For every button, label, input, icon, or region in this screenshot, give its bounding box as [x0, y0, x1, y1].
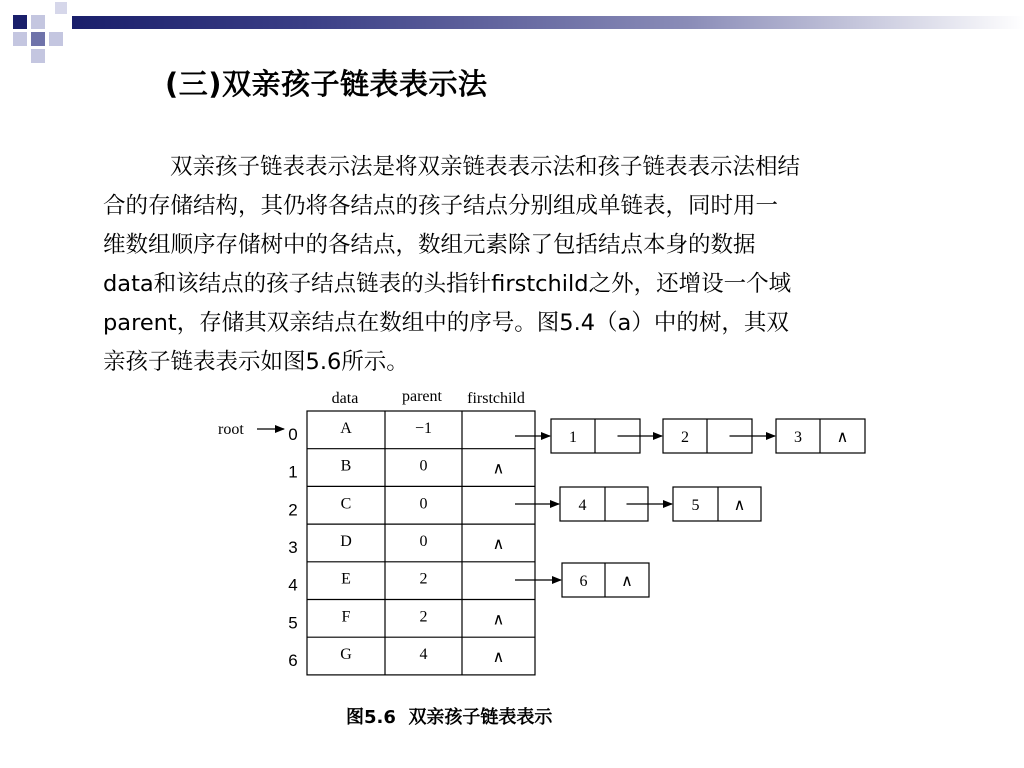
- null-pointer: ∧: [492, 611, 505, 629]
- row-index: 3: [288, 537, 298, 557]
- slide-title: (三)双亲孩子链表表示法: [165, 67, 488, 101]
- list-node-value: 2: [681, 429, 689, 446]
- child-list: [515, 487, 761, 521]
- null-pointer: ∧: [492, 535, 505, 553]
- header-parent: parent: [402, 388, 442, 405]
- row-index: 0: [288, 424, 298, 444]
- cell-parent: −1: [414, 419, 433, 437]
- list-node-value: 6: [579, 573, 588, 590]
- row-index: 4: [288, 575, 298, 595]
- list-node: [673, 487, 761, 521]
- header-firstchild: firstchild: [467, 390, 525, 407]
- caption-text: 双亲孩子链表表示: [408, 707, 553, 728]
- list-node-value: 1: [569, 429, 577, 446]
- child-lists: [515, 419, 865, 597]
- header-data: data: [331, 390, 359, 407]
- cell-data: A: [340, 419, 352, 437]
- cell-data: C: [340, 495, 352, 513]
- row-index: 1: [288, 462, 298, 482]
- cell-parent: 2: [419, 570, 428, 588]
- null-pointer: ∧: [492, 649, 505, 667]
- cell-parent: 4: [419, 646, 428, 664]
- paragraph-line: data和该结点的孩子结点链表的头指针firstchild之外，还增设一个域: [103, 271, 792, 297]
- figure-caption: [346, 703, 552, 729]
- paragraph-line: 亲孩子链表表示如图5.6所示。: [103, 349, 409, 375]
- paragraph-line: 合的存储结构，其仍将各结点的孩子结点分别组成单链表，同时用一: [103, 193, 779, 219]
- list-node-value: 5: [691, 497, 700, 514]
- cell-data: D: [340, 532, 352, 550]
- cell-parent: 0: [419, 532, 428, 550]
- cell-data: B: [340, 457, 352, 475]
- cell-data: E: [341, 570, 351, 588]
- cell-data: G: [340, 646, 352, 664]
- null-pointer: ∧: [621, 573, 633, 590]
- paragraph-line: 维数组顺序存储树中的各结点，数组元素除了包括结点本身的数据: [103, 232, 756, 258]
- node-table: [288, 411, 535, 675]
- paragraph-line: parent，存储其双亲结点在数组中的序号。图5.4（a）中的树，其双: [103, 310, 789, 336]
- null-pointer: ∧: [492, 460, 505, 478]
- row-index: 6: [288, 651, 298, 671]
- list-node-value: 3: [794, 429, 802, 446]
- cell-parent: 0: [419, 495, 428, 513]
- row-index: 2: [288, 500, 298, 520]
- null-pointer: ∧: [733, 497, 746, 514]
- row-index: 5: [288, 613, 298, 633]
- list-node-value: 4: [578, 497, 587, 514]
- cell-parent: 2: [419, 608, 428, 626]
- cell-parent: 0: [419, 457, 428, 475]
- paragraph-line: 双亲孩子链表表示法是将双亲链表表示法和孩子链表表示法相结: [170, 154, 801, 180]
- root-label: root: [218, 421, 244, 438]
- child-list: [515, 419, 865, 453]
- null-pointer: ∧: [836, 429, 849, 446]
- cell-data: F: [341, 608, 351, 626]
- caption-number: 图5.6: [346, 707, 396, 728]
